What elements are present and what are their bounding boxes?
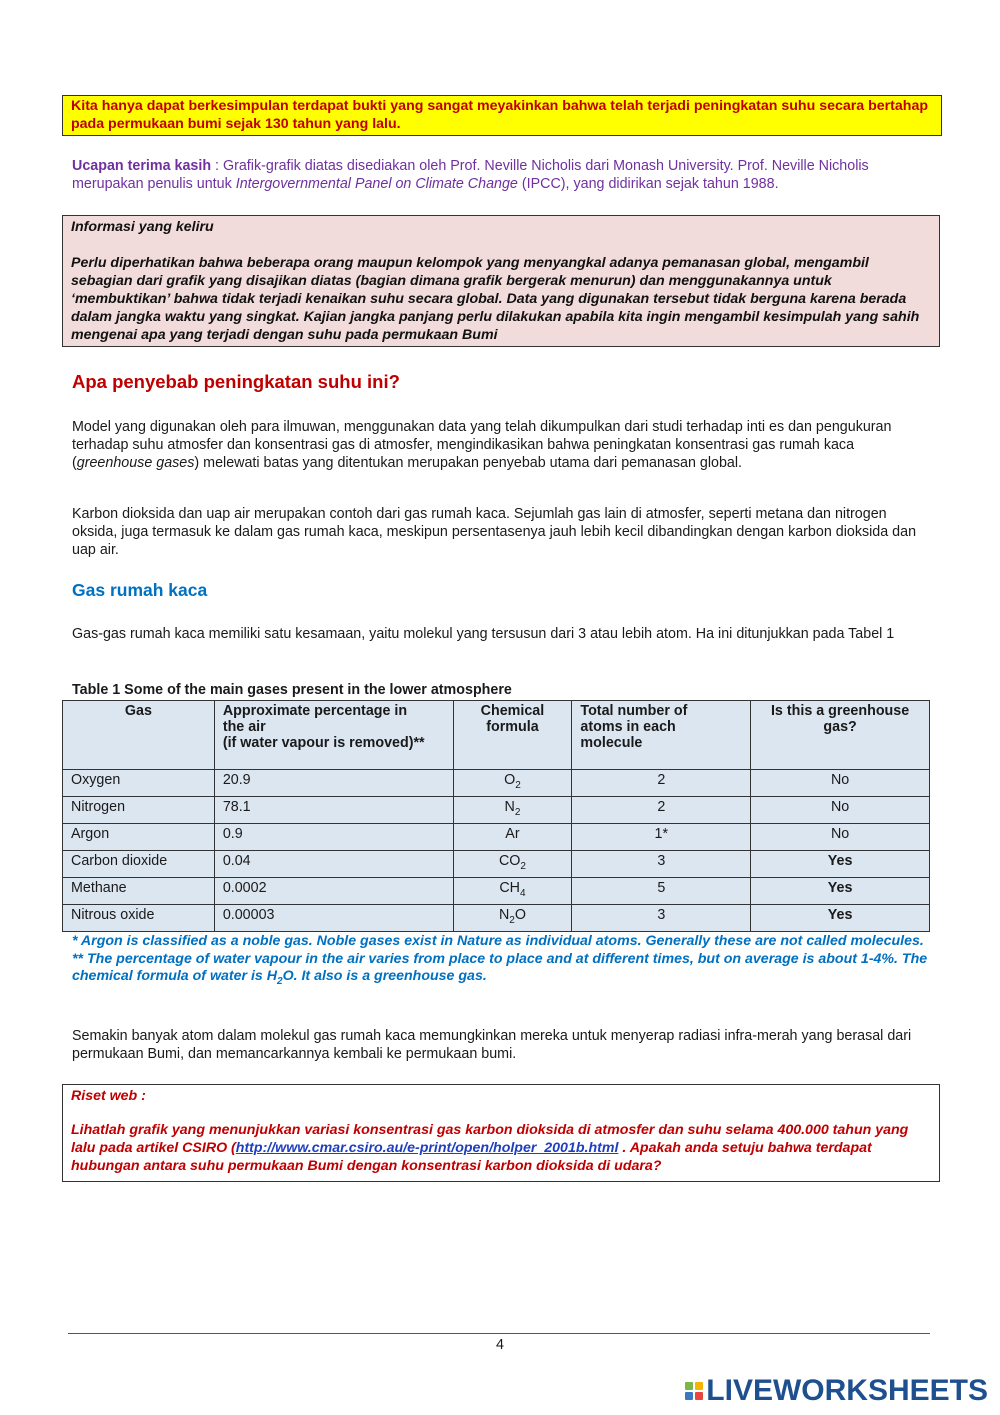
- paragraph-greenhouse-intro: Gas-gas rumah kaca memiliki satu kesamaan, yaitu molekul yang tersusun dari 3 atau lebih atom. Ha ini ditunjukkan pada Tabel 1: [72, 626, 895, 642]
- acknowledgement-label: Ucapan terima kasih: [72, 158, 212, 174]
- table-row: [63, 797, 930, 824]
- acknowledgement: [72, 157, 932, 193]
- header-greenhouse: Is this a greenhouse gas?: [751, 701, 930, 770]
- cell-greenhouse: No: [751, 797, 930, 824]
- cell-formula: $CO_2$: [453, 851, 572, 878]
- paragraph-models-a: Model yang digunakan oleh para ilmuwan, menggunakan data yang telah dikumpulkan dari studi terhadap inti es dan pengukuran terhadap suhu atmosfer dan konsentrasi gas di atmosfer, mengindikasikan bahwa peningkatan konsentrasi gas rumah kaca (: [72, 419, 892, 471]
- cell-formula: Ar: [453, 824, 572, 851]
- cell-formula: $CH_4$: [453, 878, 572, 905]
- cell-formula: $N_2$: [453, 797, 572, 824]
- cell-greenhouse: No: [751, 824, 930, 851]
- table-row: [63, 824, 930, 851]
- logo-square-2: [695, 1382, 703, 1390]
- cell-atoms: 2: [572, 770, 751, 797]
- paragraph-co2: Karbon dioksida dan uap air merupakan contoh dari gas rumah kaca. Sejumlah gas lain di atmosfer, seperti metana dan nitrogen oksida, juga termasuk ke dalam gas rumah kaca, meskipun persentasenya jauh lebih kecil dibandingkan dengan karbon dioksida dan uap air.: [72, 506, 917, 558]
- header-percentage: Approximate percentage in the air (if water vapour is removed)**: [214, 701, 453, 770]
- table-header-row: [63, 701, 930, 770]
- cell-greenhouse: No: [751, 770, 930, 797]
- section-heading-causes: Apa penyebab peningkatan suhu ini?: [72, 371, 400, 392]
- acknowledgement-italic: Intergovernmental Panel on Climate Change: [235, 176, 518, 192]
- logo-square-1: [685, 1382, 693, 1390]
- table-row: [63, 851, 930, 878]
- page-number: 4: [496, 1337, 504, 1353]
- cell-atoms: 3: [572, 905, 751, 932]
- csiro-link[interactable]: http://www.cmar.csiro.au/e-print/open/holper_2001b.html: [235, 1140, 619, 1156]
- acknowledgement-text-2: (IPCC), yang didirikan sejak tahun 1988.: [517, 176, 779, 192]
- cell-gas: Methane: [63, 878, 215, 905]
- misinformation-title: Informasi yang keliru: [71, 219, 214, 235]
- table-row: [63, 770, 930, 797]
- table-row: [63, 878, 930, 905]
- highlight-text: Kita hanya dapat berkesimpulan terdapat bukti yang sangat meyakinkan bahwa telah terjadi peningkatan suhu secara bertahap pada permukaan bumi sejak 130 tahun yang lalu.: [71, 98, 929, 132]
- cell-gas: Nitrous oxide: [63, 905, 215, 932]
- web-research-body: Lihatlah grafik yang menunjukkan variasi konsentrasi gas karbon dioksida di atmosfer dan suhu selama 400.000 tahun yang lalu pada artikel CSIRO (http://www.cmar.csiro.au/e-print/open/holper_2001b.html . Apakah anda setuju bahwa terdapat hubungan antara suhu permukaan Bumi dengan konsentrasi karbon dioksida di udara?: [71, 1122, 909, 1174]
- paragraph-infrared: Semakin banyak atom dalam molekul gas rumah kaca memungkinkan mereka untuk menyerap radiasi infra-merah yang berasal dari permukaan Bumi, dan memancarkannya kembali ke permukaan bumi.: [72, 1028, 912, 1062]
- misinformation-body: Perlu diperhatikan bahwa beberapa orang maupun kelompok yang menyangkal adanya pemanasan global, mengambil sebagian dari grafik yang disajikan diatas (bagian dimana grafik bergerak menurun) dan menggunakannya untuk ‘membuktikan’ bahwa tidak terjadi kenaikan suhu secara global. Data yang digunakan tersebut tidak berguna karena berada dalam jangka waktu yang singkat. Kajian jangka panjang perlu dilakukan apabila kita ingin mengambil kesimpulah yang sahih mengenai apa yang terjadi dengan suhu pada permukaan Bumi: [71, 255, 920, 343]
- cell-greenhouse: Yes: [751, 905, 930, 932]
- cell-greenhouse: Yes: [751, 851, 930, 878]
- note-water-vapour: ** The percentage of water vapour in the air varies from place to place and at different times, but on average is about 1-4%. The chemical formula of water is $H_2O$. It also is a greenhouse gas.: [72, 950, 928, 987]
- table-notes: [72, 933, 932, 990]
- cell-gas: Argon: [63, 824, 215, 851]
- liveworksheets-logo: [685, 1374, 988, 1408]
- paragraph-models-italic: greenhouse gases: [76, 455, 195, 471]
- table-row: [63, 905, 930, 932]
- misinformation-box: [62, 215, 940, 347]
- cell-atoms: 1*: [572, 824, 751, 851]
- cell-gas: Oxygen: [63, 770, 215, 797]
- gases-table: [62, 700, 930, 932]
- cell-formula: $O_2$: [453, 770, 572, 797]
- highlight-box: [62, 95, 942, 136]
- acknowledgement-text-1: : Grafik-grafik diatas disediakan oleh Prof. Neville Nicholis dari Monash University. Prof. Neville Nicholis merupakan penulis untuk: [72, 158, 869, 192]
- note-argon: * Argon is classified as a noble gas. Noble gases exist in Nature as individual atoms. Generally these are not called molecules.: [72, 933, 924, 949]
- table-caption: Table 1 Some of the main gases present in the lower atmosphere: [72, 682, 512, 698]
- cell-percent: 0.00003: [214, 905, 453, 932]
- paragraph-models-b: ) melewati batas yang ditentukan merupakan penyebab utama dari pemanasan global.: [194, 455, 743, 471]
- web-research-title: Riset web :: [71, 1088, 146, 1104]
- cell-gas: Nitrogen: [63, 797, 215, 824]
- logo-square-4: [695, 1392, 703, 1400]
- cell-gas: Carbon dioxide: [63, 851, 215, 878]
- section-heading-greenhouse: Gas rumah kaca: [72, 580, 208, 600]
- cell-atoms: 2: [572, 797, 751, 824]
- web-research-box: [62, 1084, 940, 1182]
- cell-atoms: 3: [572, 851, 751, 878]
- header-gas: Gas: [63, 701, 215, 770]
- header-formula: Chemical formula: [453, 701, 572, 770]
- cell-percent: 0.0002: [214, 878, 453, 905]
- logo-text: LIVEWORKSHEETS: [706, 1374, 988, 1407]
- cell-percent: 0.04: [214, 851, 453, 878]
- cell-percent: 78.1: [214, 797, 453, 824]
- cell-percent: 0.9: [214, 824, 453, 851]
- cell-percent: 20.9: [214, 770, 453, 797]
- cell-formula: $N_2O$: [453, 905, 572, 932]
- cell-atoms: 5: [572, 878, 751, 905]
- logo-square-3: [685, 1392, 693, 1400]
- footer-divider: [68, 1333, 930, 1334]
- header-atoms: Total number of atoms in each molecule: [572, 701, 751, 770]
- cell-greenhouse: Yes: [751, 878, 930, 905]
- paragraph-models: [72, 418, 932, 472]
- logo-mark-icon: [685, 1382, 703, 1400]
